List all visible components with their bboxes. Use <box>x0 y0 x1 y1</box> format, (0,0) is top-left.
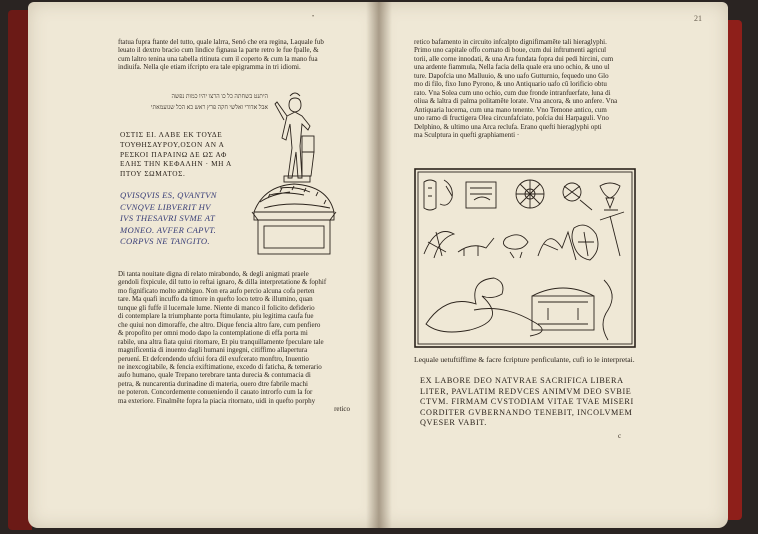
latin-line: IVS THESAVRI SVME AT <box>120 213 216 223</box>
latin-line: MONEO. AVFER CAPVT. <box>120 224 217 235</box>
text-line: ne inexcogitabile, & fencia exiftimatione, excedo di faticha, & temerario <box>118 362 322 371</box>
text-line: uno ramo di fructigera Olea circunfafciato, poſcia dui Harpaguli. Vno <box>414 114 609 123</box>
text-line: ma Sculptura in quefti graphiamenti · <box>414 130 520 139</box>
text-line: gendoli fixpicule, dil tutto io reftai ignaro, & dilla interpretatione & fophif <box>118 278 327 287</box>
left-page <box>28 2 380 528</box>
text-line: oliua & laltra di palma politamēte lorate. Vna ancora, & uno anfere. Vna <box>414 97 618 106</box>
latin-line: CORPVS NE TANGITO. <box>120 236 210 246</box>
text-line: Primo uno capitale offo cornato di boue, cum dui inftrumenti agricul <box>414 46 607 55</box>
text-line: rato. Vna Solea cum uno ochio, cum due fronde intranfuerfate, luna di <box>414 88 611 97</box>
text-line: petra, & nuncarentia durinadine di materia, ouero dtre fabrile machi <box>118 379 308 388</box>
text-line: ture. Dapofcia uno Malluuio, & uno uafo Gutturnio, fequedo uno Glo <box>414 71 609 80</box>
motto-line: QVESER VABIT. <box>420 418 487 428</box>
text-line: aufo humano, quale Trepano terebrare tanta durecia & contumacia di <box>118 371 311 380</box>
text-line: torii, alle corne innodati, & una Ara fundata fopra dui pedi hircini, cum <box>414 54 614 63</box>
latin-inscription <box>120 190 254 248</box>
text-line: leuato il dextro bracio cum lindice fignaua la parte retro le fue fpalle, & <box>118 46 319 55</box>
text-line: magnificentia di inuento dagli humani ingegni, citiffimo allapertura <box>118 346 308 355</box>
text-line: una ardente fiammula, Nella facia della quale era uno ochio, & uno ul <box>414 63 610 72</box>
latin-motto <box>420 376 720 429</box>
gutter-shadow <box>366 2 392 528</box>
left-body-text <box>118 270 370 414</box>
text-line: retico bafamento in circuito infcalpto dignifimamēte tali hieraglyphi. <box>414 38 607 46</box>
catchword: retico <box>334 405 350 414</box>
greek-line: ΡΕΣΚΟΙ ΠΑΡΑΙΝΩ ΔΕ ΩΣ ΑΦ <box>120 149 227 159</box>
text-line: che quiui non dimoraffe, che altro. Dique fencia altro fare, cum penfiero <box>118 320 321 329</box>
motto-line: LITER, PAVLATIM REDVCES ANIMVM DEO SVBIE <box>420 386 632 396</box>
text-line: cum laltro tenina una tabella ritinuta cum il coperto & cum la mano fua <box>118 54 318 63</box>
signature-mark: c <box>618 432 622 440</box>
latin-line: QVISQVIS ES, QVANTVN <box>120 190 217 200</box>
text-line: ma exteriore. Finalmēte fopra la piacia ritornato, uidi in quefto porphy <box>118 396 316 405</box>
text-line: mo fignificato molto ambiguo. Non era aufo percio alcuna cofa perten <box>118 286 315 295</box>
motto-line: CTVM. FIRMAM CVSTODIAM VITAE TVAE MISERI <box>420 397 634 407</box>
text-line: & propofito per omni modo dapo la contemplatione di effa porta mi <box>118 329 308 338</box>
greek-inscription <box>120 130 252 179</box>
hebrew-line: היתנט בשחתה כל כו הרצו יהיו כמות נפשה <box>171 94 268 100</box>
greek-line: ΕΛΗΣ ΤΗΝ ΚΕΦΑΛΗΝ · ΜΗ Α <box>120 159 232 169</box>
hieroglyph-woodcut <box>414 168 636 348</box>
greek-line: ΤΟΥΘΗΣΑΥΡΟΥ,ΟΣΟΝ ΑΝ Α <box>120 139 225 149</box>
right-cover-edge <box>728 20 742 520</box>
text-line: tare. Ma quafi incuffo da timore in quefto loco tetro & illumino, quan <box>118 295 313 304</box>
hebrew-inscription <box>120 92 268 114</box>
left-page-mark: • <box>312 14 315 20</box>
text-line: Delphino, & ultimo una Arca reclufa. Erano quefti hieraglyphi opti <box>414 122 602 131</box>
text-line: peruení. Et defcendendo ufciui fora dil exufcerato monftro, Inuentio <box>118 354 309 363</box>
hebrew-line: אבל אדורי ואלשי חקה פרץ ראש כא הכל שגועמאתי <box>150 105 268 111</box>
motto-line: EX LABORE DEO NATVRAE SACRIFICA LIBERA <box>420 376 624 385</box>
greek-line: ΟΣΤΙΣ ΕΙ. ΛΑΒΕ ΕΚ ΤΟΥΔΕ <box>120 130 223 139</box>
motto-line: CORDITER GVBERNANDO TENEBIT, INCOLVMEM <box>420 407 633 417</box>
text-line: Di tanta nouitate digna di relato mirabondo, & degli anigmati praele <box>118 270 309 278</box>
text-line: mo di filo, fixo Iuno Pyrono, & uno Antiquario uafo cū lorificio obtu <box>414 80 607 89</box>
text-line: Antiquaria lucerna, cum una mano tenente. Vno Temone antico, cum <box>414 105 607 114</box>
text-line: tunque gli fuffe il lucernale lume. Niente di manco il folicito defiderio <box>118 303 315 312</box>
text-line: ne poteron. Concordemente conueniendo il cauato introrfo cum la for <box>118 388 313 397</box>
text-line: indiuifa. Nella qle etiam ifcripto era tale epigramma in tri idiomi. <box>118 63 301 72</box>
statue-woodcut <box>250 92 340 257</box>
greek-line: ΠΤΟΥ ΣΩΜΑΤΟΣ. <box>120 169 186 179</box>
latin-line: CVNQVE LIBVERIT HV <box>120 201 211 212</box>
right-top-text <box>414 38 720 139</box>
left-top-text <box>118 38 368 72</box>
folio-number: 21 <box>694 14 702 23</box>
woodcut-caption <box>414 356 720 364</box>
caption-line: Lequale uetuftiffime & facre fcripture penficulante, cufi io le interpretai. <box>414 356 635 364</box>
text-line: rabile, una altra fiata quiui ritornare, Et piu tranquillamente fpeculare tale <box>118 337 324 346</box>
text-line: di contemplare la triumphante porta ftimulante, piu legitima caufa fue <box>118 312 314 321</box>
text-line: ftatua fupra ftante del tutto, quale lalrra, Senó che era regina, Laquale fub <box>118 38 324 46</box>
